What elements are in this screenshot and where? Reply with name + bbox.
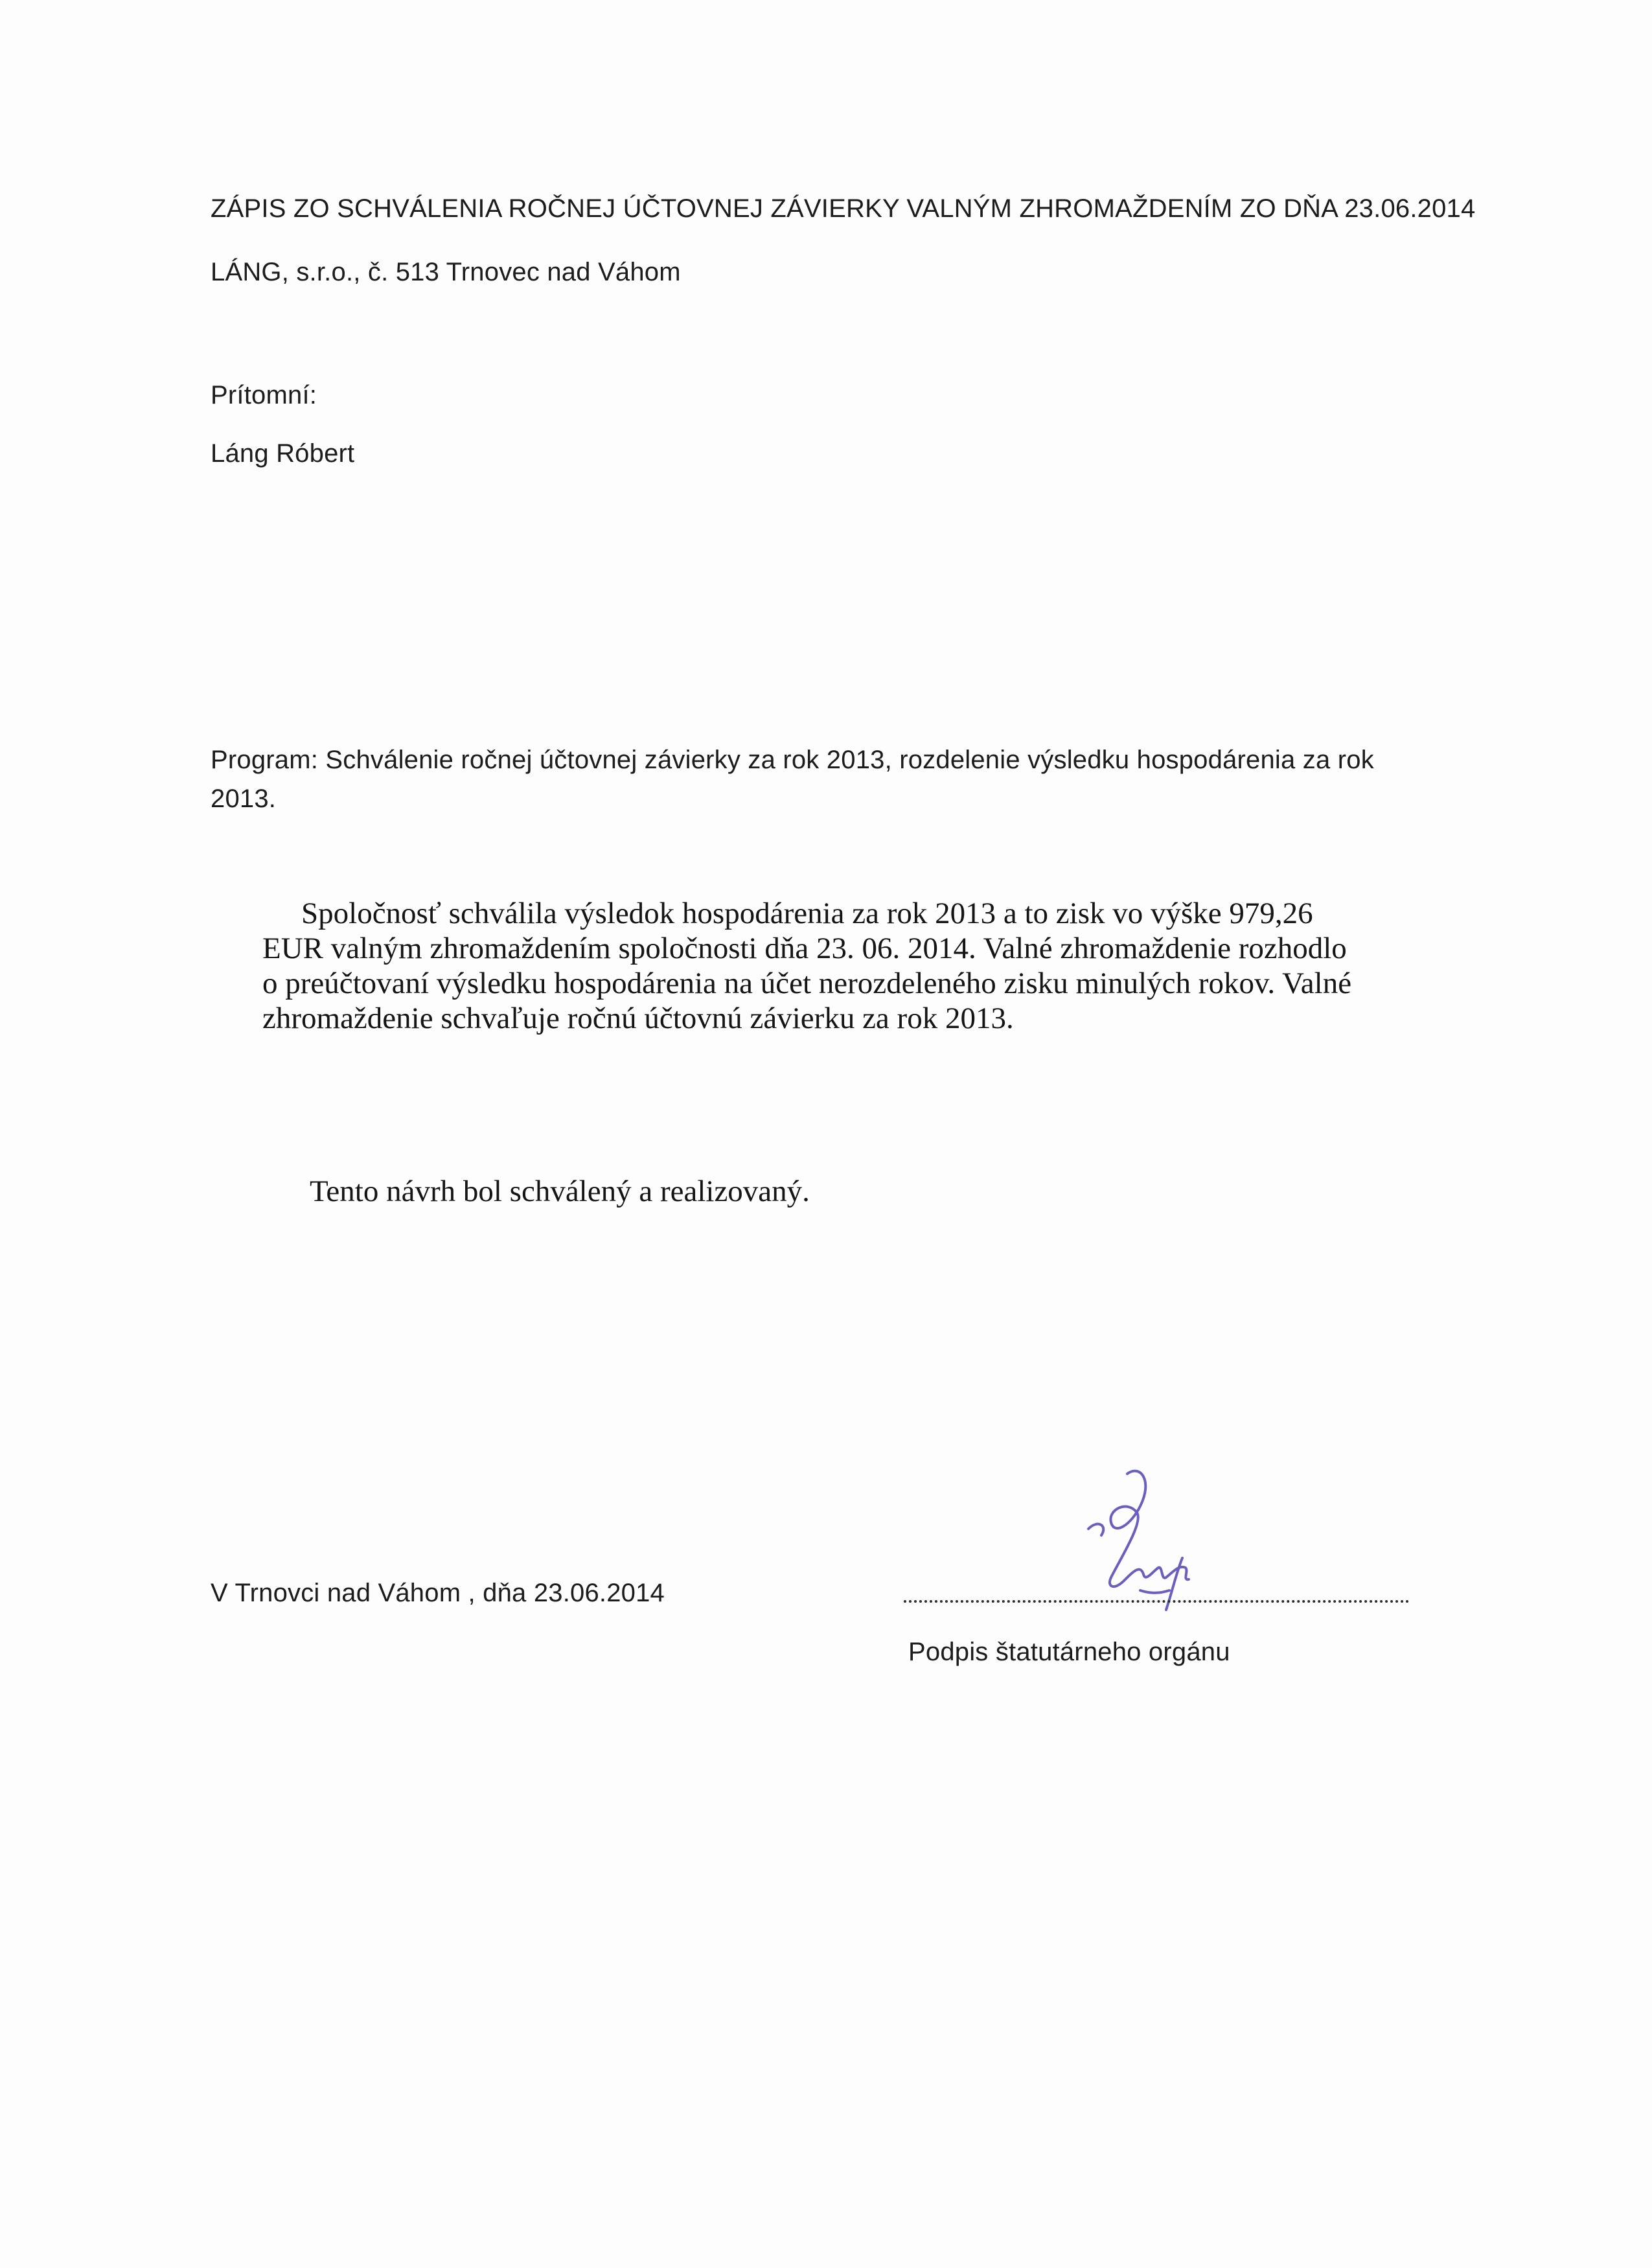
- approval-note: Tento návrh bol schválený a realizovaný.: [310, 1174, 810, 1208]
- resolution-line: EUR valným zhromaždením spoločnosti dňa 23. 06. 2014. Valné zhromaždenie rozhodlo: [262, 932, 1347, 965]
- resolution-line: o preúčtovaní výsledku hospodárenia na účet nerozdeleného zisku minulých rokov. Valné: [262, 967, 1352, 1000]
- signature-line: [904, 1600, 1409, 1603]
- program-paragraph: Program: Schválenie ročnej účtovnej závierky za rok 2013, rozdelenie výsledku hospodárenia za rok 2013.: [211, 746, 1374, 813]
- resolution-line: Spoločnosť schválila výsledok hospodárenia za rok 2013 a to zisk vo výške 979,26: [301, 897, 1313, 930]
- document-title: ZÁPIS ZO SCHVÁLENIA ROČNEJ ÚČTOVNEJ ZÁVIERKY VALNÝM ZHROMAŽDENÍM ZO DŇA 23.06.2014: [211, 194, 1476, 223]
- place-and-date: V Trnovci nad Váhom , dňa 23.06.2014: [211, 1579, 665, 1607]
- company-line: LÁNG, s.r.o., č. 513 Trnovec nad Váhom: [211, 258, 681, 286]
- signature-label: Podpis štatutárneho orgánu: [908, 1638, 1230, 1666]
- handwritten-signature: [1050, 1461, 1218, 1616]
- resolution-paragraph: [262, 896, 1454, 1036]
- resolution-line: zhromaždenie schvaľuje ročnú účtovnú závierku za rok 2013.: [262, 1002, 1014, 1035]
- attendee-name: Láng Róbert: [211, 439, 355, 468]
- attendees-label: Prítomní:: [211, 381, 317, 409]
